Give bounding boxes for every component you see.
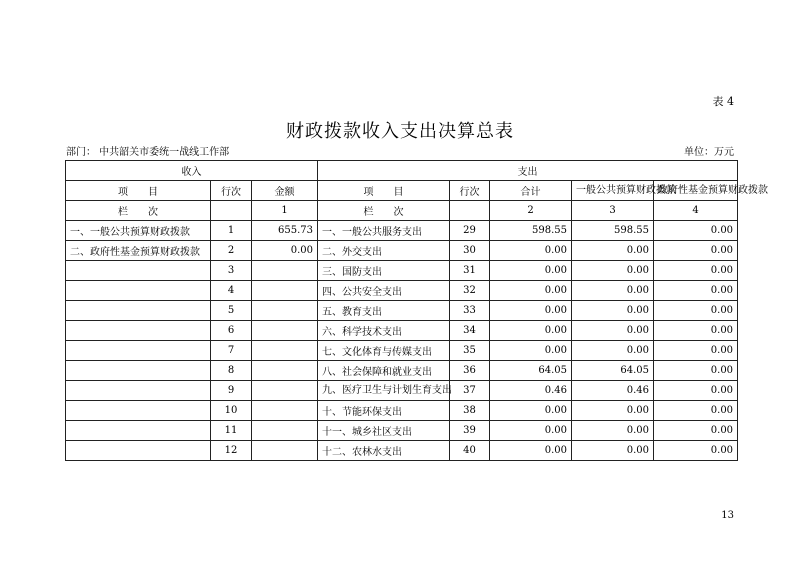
expense-item: 二、外交支出 bbox=[318, 241, 450, 261]
unit-label: 单位：万元 bbox=[684, 147, 734, 158]
income-row-no: 9 bbox=[211, 381, 252, 401]
table-row bbox=[66, 261, 738, 281]
expense-item: 四、公共安全支出 bbox=[318, 281, 450, 301]
general-budget-header: 一般公共预算财政拨款 bbox=[572, 181, 654, 201]
gov-fund-amount: 0.00 bbox=[654, 281, 738, 301]
expense-item: 三、国防支出 bbox=[318, 261, 450, 281]
expense-item-header: 项 目 bbox=[318, 181, 450, 201]
gov-fund-amount: 0.00 bbox=[654, 381, 738, 401]
gov-fund-amount: 0.00 bbox=[654, 221, 738, 241]
income-item bbox=[66, 341, 211, 361]
department-label: 部门： 中共韶关市委统一战线工作部 bbox=[66, 147, 230, 158]
total-amount: 0.00 bbox=[490, 241, 572, 261]
table-row bbox=[66, 441, 738, 461]
income-item bbox=[66, 321, 211, 341]
income-row-no: 5 bbox=[211, 301, 252, 321]
table-row bbox=[66, 361, 738, 381]
income-row-no: 4 bbox=[211, 281, 252, 301]
page-title: 财政拨款收入支出决算总表 bbox=[286, 121, 514, 142]
income-item bbox=[66, 401, 211, 421]
table-number: 表 4 bbox=[712, 95, 734, 108]
total-amount: 0.46 bbox=[490, 381, 572, 401]
income-row-no: 6 bbox=[211, 321, 252, 341]
col-3: 3 bbox=[572, 201, 654, 221]
table-row bbox=[66, 381, 738, 401]
empty-cell bbox=[211, 201, 252, 221]
income-item: 二、政府性基金预算财政拨款 bbox=[66, 241, 211, 261]
total-amount: 598.55 bbox=[490, 221, 572, 241]
expense-item: 一、一般公共服务支出 bbox=[318, 221, 450, 241]
income-item bbox=[66, 421, 211, 441]
finance-summary-table bbox=[65, 160, 769, 461]
income-item-header: 项 目 bbox=[66, 181, 211, 201]
income-amount: 655.73 bbox=[252, 221, 318, 241]
page-number: 13 bbox=[721, 510, 734, 521]
income-amount bbox=[252, 421, 318, 441]
income-amount bbox=[252, 441, 318, 461]
general-budget-amount: 64.05 bbox=[572, 361, 654, 381]
expense-row-no: 29 bbox=[450, 221, 490, 241]
gov-fund-header: 政府性基金预算财政拨款 bbox=[654, 181, 738, 201]
income-amount bbox=[252, 261, 318, 281]
total-amount: 0.00 bbox=[490, 321, 572, 341]
gov-fund-amount: 0.00 bbox=[654, 441, 738, 461]
general-budget-amount: 0.00 bbox=[572, 321, 654, 341]
general-budget-amount: 0.00 bbox=[572, 261, 654, 281]
column-label-2: 栏 次 bbox=[318, 201, 450, 221]
expense-row-no: 37 bbox=[450, 381, 490, 401]
income-amount: 0.00 bbox=[252, 241, 318, 261]
table-row bbox=[66, 241, 738, 261]
expense-item: 十一、城乡社区支出 bbox=[318, 421, 450, 441]
general-budget-amount: 0.00 bbox=[572, 421, 654, 441]
income-amount bbox=[252, 401, 318, 421]
income-item bbox=[66, 441, 211, 461]
income-row-no: 7 bbox=[211, 341, 252, 361]
income-amount bbox=[252, 381, 318, 401]
expense-row-no: 40 bbox=[450, 441, 490, 461]
col-1: 1 bbox=[252, 201, 318, 221]
expense-row-no: 32 bbox=[450, 281, 490, 301]
table-row bbox=[66, 301, 738, 321]
general-budget-amount: 0.00 bbox=[572, 401, 654, 421]
income-item bbox=[66, 381, 211, 401]
income-row-no: 1 bbox=[211, 221, 252, 241]
expense-item: 八、社会保障和就业支出 bbox=[318, 361, 450, 381]
expense-row-no: 34 bbox=[450, 321, 490, 341]
general-budget-amount: 598.55 bbox=[572, 221, 654, 241]
income-amount-header: 金额 bbox=[252, 181, 318, 201]
expense-row-no: 33 bbox=[450, 301, 490, 321]
total-amount: 64.05 bbox=[490, 361, 572, 381]
total-header: 合计 bbox=[490, 181, 572, 201]
expense-item: 十、节能环保支出 bbox=[318, 401, 450, 421]
income-row-no: 8 bbox=[211, 361, 252, 381]
expense-row-no: 38 bbox=[450, 401, 490, 421]
table-row bbox=[66, 321, 738, 341]
income-item bbox=[66, 361, 211, 381]
gov-fund-amount: 0.00 bbox=[654, 241, 738, 261]
income-item: 一、一般公共预算财政拨款 bbox=[66, 221, 211, 241]
expense-header: 支出 bbox=[318, 161, 738, 181]
income-row-no: 12 bbox=[211, 441, 252, 461]
col-4: 4 bbox=[654, 201, 738, 221]
expense-item: 七、文化体育与传媒支出 bbox=[318, 341, 450, 361]
income-item bbox=[66, 301, 211, 321]
income-amount bbox=[252, 361, 318, 381]
general-budget-amount: 0.00 bbox=[572, 241, 654, 261]
general-budget-amount: 0.46 bbox=[572, 381, 654, 401]
total-amount: 0.00 bbox=[490, 341, 572, 361]
general-budget-amount: 0.00 bbox=[572, 341, 654, 361]
table-row bbox=[66, 281, 738, 301]
table-row bbox=[66, 341, 738, 361]
income-row-no: 10 bbox=[211, 401, 252, 421]
general-budget-amount: 0.00 bbox=[572, 441, 654, 461]
gov-fund-amount: 0.00 bbox=[654, 321, 738, 341]
table-row bbox=[66, 221, 738, 241]
total-amount: 0.00 bbox=[490, 401, 572, 421]
table-row bbox=[66, 421, 738, 441]
expense-row-no: 31 bbox=[450, 261, 490, 281]
income-amount bbox=[252, 321, 318, 341]
income-header: 收入 bbox=[66, 161, 318, 181]
total-amount: 0.00 bbox=[490, 441, 572, 461]
income-amount bbox=[252, 341, 318, 361]
gov-fund-amount: 0.00 bbox=[654, 401, 738, 421]
income-amount bbox=[252, 281, 318, 301]
table-row bbox=[66, 401, 738, 421]
income-row-no-header: 行次 bbox=[211, 181, 252, 201]
expense-item: 十二、农林水支出 bbox=[318, 441, 450, 461]
gov-fund-amount: 0.00 bbox=[654, 261, 738, 281]
column-index-row bbox=[66, 201, 738, 221]
column-label: 栏 次 bbox=[66, 201, 211, 221]
col-2: 2 bbox=[490, 201, 572, 221]
total-amount: 0.00 bbox=[490, 421, 572, 441]
header-row-2 bbox=[66, 181, 738, 201]
income-row-no: 2 bbox=[211, 241, 252, 261]
income-row-no: 11 bbox=[211, 421, 252, 441]
income-row-no: 3 bbox=[211, 261, 252, 281]
expense-row-no: 35 bbox=[450, 341, 490, 361]
total-amount: 0.00 bbox=[490, 261, 572, 281]
income-item bbox=[66, 261, 211, 281]
total-amount: 0.00 bbox=[490, 301, 572, 321]
income-amount bbox=[252, 301, 318, 321]
gov-fund-amount: 0.00 bbox=[654, 421, 738, 441]
expense-item: 六、科学技术支出 bbox=[318, 321, 450, 341]
general-budget-amount: 0.00 bbox=[572, 301, 654, 321]
total-amount: 0.00 bbox=[490, 281, 572, 301]
expense-row-no: 36 bbox=[450, 361, 490, 381]
gov-fund-amount: 0.00 bbox=[654, 301, 738, 321]
expense-item: 九、医疗卫生与计划生育支出 bbox=[318, 381, 450, 401]
empty-cell bbox=[450, 201, 490, 221]
income-item bbox=[66, 281, 211, 301]
general-budget-amount: 0.00 bbox=[572, 281, 654, 301]
expense-row-no: 39 bbox=[450, 421, 490, 441]
expense-item: 五、教育支出 bbox=[318, 301, 450, 321]
gov-fund-amount: 0.00 bbox=[654, 341, 738, 361]
expense-row-no-header: 行次 bbox=[450, 181, 490, 201]
gov-fund-amount: 0.00 bbox=[654, 361, 738, 381]
expense-row-no: 30 bbox=[450, 241, 490, 261]
header-row-1 bbox=[66, 161, 738, 181]
